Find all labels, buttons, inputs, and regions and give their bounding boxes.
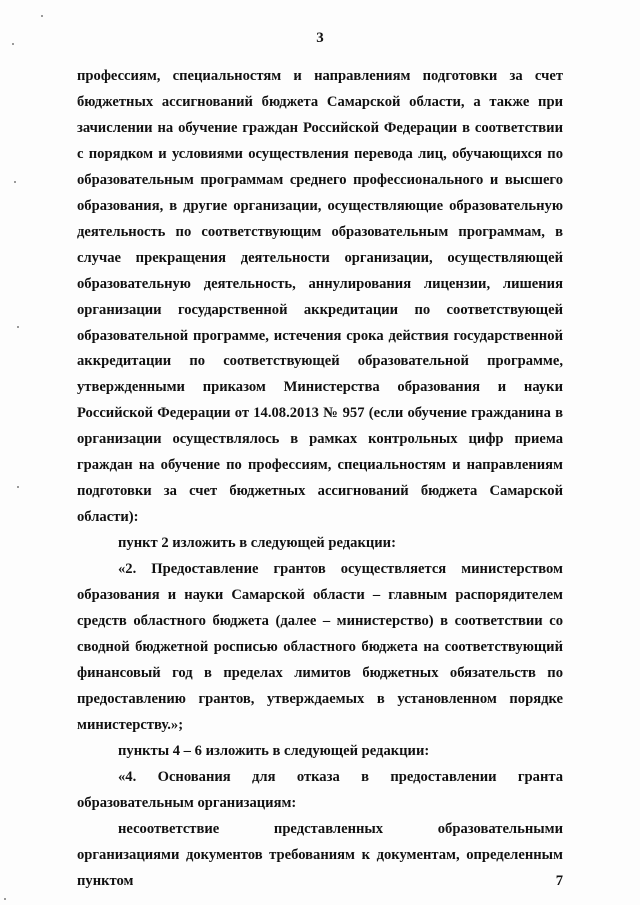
scan-speck [17,486,19,488]
document-body [77,64,563,895]
page-number: 3 [316,30,324,46]
paragraph-amend-points-4-6: пункты 4 – 6 изложить в следующей редакции: [118,742,430,759]
scan-speck [14,181,16,183]
paragraph-continuation: профессиям, специальностям и направлениям подготовки за счет бюджетных ассигнований бюджета Самарской области, а также при зачислении на обучение граждан Российской Федерации в соответствии с порядком и условиями осуществления перевода лиц, обучающихся по образовательным программам среднего профессионального и высшего образования, в другие организации, осуществляющие образовательную деятельность по соответствующим образовательным программам, в случае прекращения деятельности организации, осуществляющей образовательную деятельность, аннулирования лицензии, лишения организации государственной аккредитации по соответствующей образовательной программе, истечения срока действия государственной аккредитации по соответствующей образовательной программе, утвержденными приказом Министерства образования и науки Российской Федерации от 14.08.2013 № 957 (если обучение гражданина в организации осуществлялось в рамках контрольных цифр приема граждан на обучение по профессиям, специальностям и направлениям подготовки за счет бюджетных ассигнований бюджета Самарской области): [77,68,563,526]
scan-speck [41,15,43,17]
scan-speck [17,326,19,328]
paragraph-amend-point-2: пункт 2 изложить в следующей редакции: [118,535,396,552]
scan-speck [4,898,6,900]
paragraph-mismatch-text: несоответствие представленных образовательными организациями документов требованиям к документам, определенным пунктом 7 [77,820,563,889]
paragraph-point-4-text: «4. Основания для отказа в предоставлении гранта образовательным организациям: [77,768,563,811]
paragraph-point-2-text: «2. Предоставление грантов осуществляется министерством образования и науки Самарской области – главным распорядителем средств областного бюджета (далее – министерство) в соответствии со сводной бюджетной росписью областного бюджета на соответствующий финансовый год в пределах лимитов бюджетных обязательств по предоставлению грантов, утверждаемых в установленном порядке министерству.»; [77,561,563,733]
